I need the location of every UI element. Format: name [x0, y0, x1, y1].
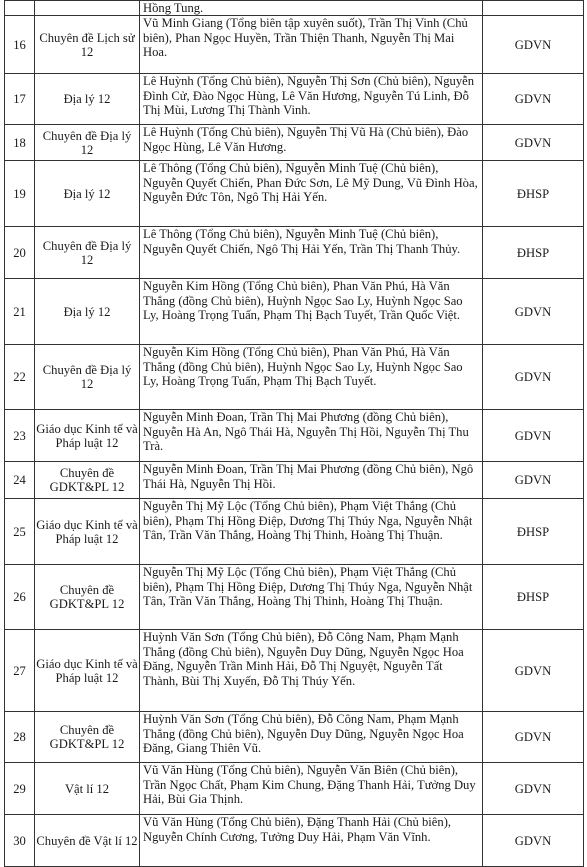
authors-list: Nguyễn Kim Hồng (Tổng Chủ biên), Phan Văn Phú, Hà Văn Thắng (đồng Chủ biên), Huỳnh Ngọc Sao Ly, Huỳnh Ngọc Sao Ly, Hoàng Trọng Tuấn, Phạm Thị Bạch Tuyết.: [140, 345, 483, 410]
textbook-name: Giáo dục Kinh tế và Pháp luật 12: [35, 499, 140, 565]
publisher: GDVN: [483, 462, 584, 499]
textbook-name: Chuyên đề Địa lý 12: [35, 227, 140, 279]
publisher: GDVN: [483, 279, 584, 345]
publisher: GDVN: [483, 815, 584, 867]
textbook-name: Địa lý 12: [35, 279, 140, 345]
authors-list: Vũ Minh Giang (Tổng biên tập xuyên suốt), Trần Thị Vinh (Chủ biên), Phan Ngọc Huyền, Trần Thiện Thanh, Nguyễn Thị Mai Hoa.: [140, 16, 483, 74]
publisher: GDVN: [483, 125, 584, 161]
row-number: 19: [5, 161, 35, 227]
authors-list: Nguyễn Kim Hồng (Tổng Chủ biên), Phan Văn Phú, Hà Văn Thắng (đồng Chủ biên), Huỳnh Ngọc Sao Ly, Huỳnh Ngọc Sao Ly, Hoàng Trọng Tuấn, Phạm Thị Bạch Tuyết, Trần Quốc Việt.: [140, 279, 483, 345]
row-number: 18: [5, 125, 35, 161]
authors-list: Lê Huỳnh (Tổng Chủ biên), Nguyễn Thị Sơn (Chủ biên), Nguyễn Đình Cử, Đào Ngọc Hùng, Lê Văn Hương, Nguyễn Tú Linh, Đỗ Thị Mùi, Lương Thị Thành Vinh.: [140, 74, 483, 125]
table-row: [5, 74, 584, 125]
row-number: 29: [5, 763, 35, 815]
publisher: GDVN: [483, 763, 584, 815]
authors-list: Lê Thông (Tổng Chủ biên), Nguyễn Minh Tuệ (Chủ biên), Nguyễn Quyết Chiến, Ngô Thị Hải Yến, Trần Thị Thanh Thủy.: [140, 227, 483, 279]
table-row: [5, 125, 584, 161]
row-number: 17: [5, 74, 35, 125]
table-row: [5, 1, 584, 16]
textbook-name: Chuyên đề GDKT&PL 12: [35, 712, 140, 763]
row-number: 21: [5, 279, 35, 345]
textbook-name: Vật lí 12: [35, 763, 140, 815]
authors-list: Nguyễn Thị Mỹ Lộc (Tổng Chủ biên), Phạm Việt Thắng (Chủ biên), Phạm Thị Hồng Điệp, Dương Thị Thúy Nga, Nguyễn Nhật Tân, Trần Văn Thắng, Hoàng Thị Thinh, Hoàng Thị Thuận.: [140, 499, 483, 565]
table-row: [5, 630, 584, 712]
authors-list: Lê Huỳnh (Tổng Chủ biên), Nguyễn Thị Vũ Hà (Chủ biên), Đào Ngọc Hùng, Lê Văn Hương.: [140, 125, 483, 161]
authors-list: Hồng Tung.: [140, 1, 483, 16]
textbook-table: [4, 0, 584, 867]
table-row: [5, 161, 584, 227]
table-row: [5, 227, 584, 279]
row-number: 23: [5, 410, 35, 462]
textbook-name: Chuyên đề GDKT&PL 12: [35, 462, 140, 499]
authors-list: Nguyễn Minh Đoan, Trần Thị Mai Phương (đồng Chủ biên), Ngô Thái Hà, Nguyễn Thị Hồi.: [140, 462, 483, 499]
publisher: ĐHSP: [483, 227, 584, 279]
textbook-name: Chuyên đề Vật lí 12: [35, 815, 140, 867]
table-row: [5, 763, 584, 815]
row-number: 26: [5, 565, 35, 630]
textbook-name: [35, 1, 140, 16]
row-number: 22: [5, 345, 35, 410]
table-row: [5, 499, 584, 565]
authors-list: Huỳnh Văn Sơn (Tổng Chủ biên), Đỗ Công Nam, Phạm Mạnh Thắng (đồng Chủ biên), Nguyễn Duy Dũng, Nguyễn Ngọc Hoa Đăng, Nguyễn Trần Minh Hải, Đỗ Thị Nguyệt, Nguyễn Tất Thành, Bùi Thị Xuyến, Đỗ Thị Thúy Yến.: [140, 630, 483, 712]
table-row: [5, 345, 584, 410]
row-number: 28: [5, 712, 35, 763]
table-row: [5, 815, 584, 867]
authors-list: Huỳnh Văn Sơn (Tổng Chủ biên), Đỗ Công Nam, Phạm Mạnh Thắng (đồng Chủ biên), Nguyễn Duy Dũng, Nguyễn Ngọc Hoa Đăng, Giang Thiên Vũ.: [140, 712, 483, 763]
row-number: 20: [5, 227, 35, 279]
textbook-name: Giáo dục Kinh tế và Pháp luật 12: [35, 410, 140, 462]
textbook-name: Giáo dục Kinh tế và Pháp luật 12: [35, 630, 140, 712]
row-number: 16: [5, 16, 35, 74]
publisher: ĐHSP: [483, 161, 584, 227]
table-body: [5, 1, 584, 867]
authors-list: Nguyễn Thị Mỹ Lộc (Tổng Chủ biên), Phạm Việt Thắng (Chủ biên), Phạm Thị Hồng Điệp, Dương Thị Thúy Nga, Nguyễn Nhật Tân, Trần Văn Thắng, Hoàng Thị Thinh, Hoàng Thị Thuận.: [140, 565, 483, 630]
table-row: [5, 279, 584, 345]
textbook-name: Chuyên đề GDKT&PL 12: [35, 565, 140, 630]
table-row: [5, 462, 584, 499]
textbook-name: Chuyên đề Địa lý 12: [35, 125, 140, 161]
publisher: GDVN: [483, 74, 584, 125]
textbook-name: Chuyên đề Địa lý 12: [35, 345, 140, 410]
table-row: [5, 410, 584, 462]
row-number: 27: [5, 630, 35, 712]
row-number: [5, 1, 35, 16]
row-number: 24: [5, 462, 35, 499]
publisher: ĐHSP: [483, 499, 584, 565]
row-number: 25: [5, 499, 35, 565]
authors-list: Lê Thông (Tổng Chủ biên), Nguyễn Minh Tuệ (Chủ biên), Nguyễn Quyết Chiến, Phan Đức Sơn, Lê Mỹ Dung, Vũ Đình Hòa, Nguyễn Đức Tôn, Ngô Thị Hải Yến.: [140, 161, 483, 227]
authors-list: Nguyễn Minh Đoan, Trần Thị Mai Phương (đồng Chủ biên), Nguyễn Hà An, Ngô Thái Hà, Nguyễn Thị Hồi, Nguyễn Thị Thu Trà.: [140, 410, 483, 462]
textbook-name: Địa lý 12: [35, 161, 140, 227]
table-row: [5, 16, 584, 74]
publisher: ĐHSP: [483, 565, 584, 630]
publisher: GDVN: [483, 712, 584, 763]
table-row: [5, 565, 584, 630]
textbook-name: Chuyên đề Lịch sử 12: [35, 16, 140, 74]
publisher: GDVN: [483, 345, 584, 410]
row-number: 30: [5, 815, 35, 867]
authors-list: Vũ Văn Hùng (Tổng Chủ biên), Nguyễn Văn Biên (Chủ biên), Trần Ngọc Chất, Phạm Kim Chung, Đặng Thanh Hải, Tưởng Duy Hải, Bùi Gia Thịnh.: [140, 763, 483, 815]
publisher: GDVN: [483, 630, 584, 712]
table-row: [5, 712, 584, 763]
publisher: GDVN: [483, 16, 584, 74]
authors-list: Vũ Văn Hùng (Tổng Chủ biên), Đặng Thanh Hải (Chủ biên), Nguyễn Chính Cương, Tưởng Duy Hải, Phạm Văn Vĩnh.: [140, 815, 483, 867]
publisher: [483, 1, 584, 16]
publisher: GDVN: [483, 410, 584, 462]
textbook-name: Địa lý 12: [35, 74, 140, 125]
